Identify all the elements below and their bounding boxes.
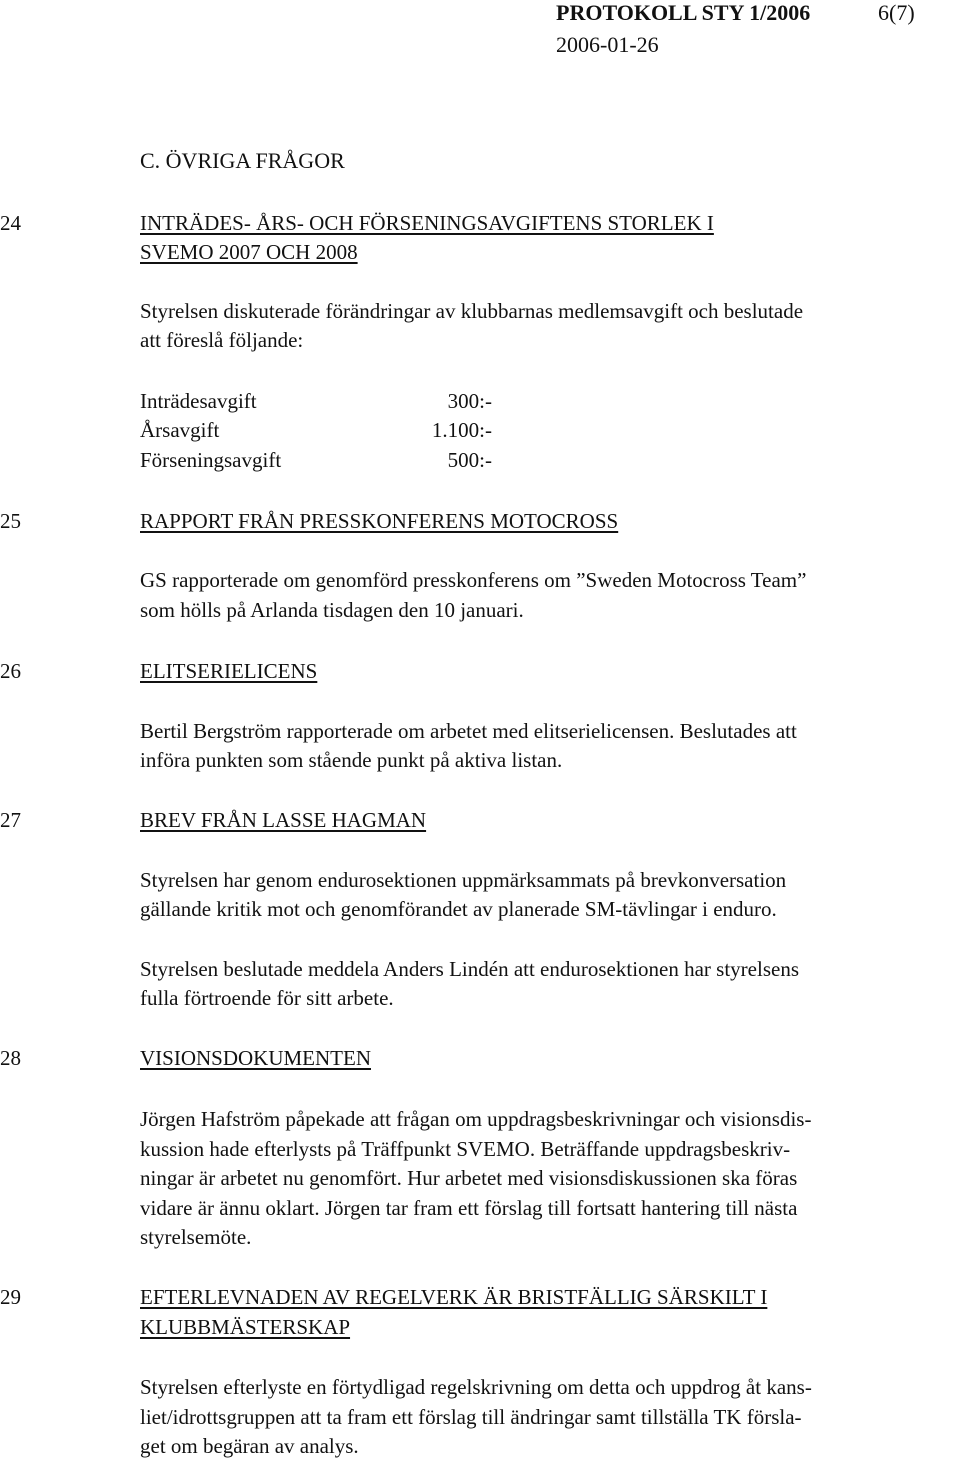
section-title: C. ÖVRIGA FRÅGOR — [140, 148, 345, 173]
paragraph-line: fulla förtroende för sitt arbete. — [140, 986, 394, 1010]
item-number: 29 — [0, 1285, 21, 1309]
item-heading: ELITSERIELICENS — [140, 659, 318, 683]
protocol-date: 2006-01-26 — [556, 32, 659, 57]
item-number: 24 — [0, 211, 21, 235]
paragraph-line: Styrelsen beslutade meddela Anders Lindén att endurosektionen har styrelsens — [140, 957, 799, 981]
paragraph-line: styrelsemöte. — [140, 1225, 252, 1249]
paragraph-line: ningar är arbetet nu genomfört. Hur arbetet med visionsdiskussionen ska föras — [140, 1166, 798, 1190]
fee-value: 500:- — [447, 448, 492, 472]
paragraph-line: liet/idrottsgruppen att ta fram ett förslag till ändringar samt tillställa TK försla- — [140, 1405, 802, 1429]
fee-label: Förseningsavgift — [140, 448, 282, 472]
item-heading: VISIONSDOKUMENTEN — [140, 1046, 371, 1070]
paragraph-line: GS rapporterade om genomförd presskonferens om ”Sweden Motocross Team” — [140, 568, 807, 592]
paragraph-line: Jörgen Hafström påpekade att frågan om uppdragsbeskrivningar och visionsdis- — [140, 1107, 812, 1131]
page-number: 6(7) — [878, 0, 915, 25]
paragraph-line: kussion hade efterlysts på Träffpunkt SVEMO. Beträffande uppdragsbeskriv- — [140, 1137, 791, 1161]
fee-label: Årsavgift — [140, 418, 220, 442]
item-heading: BREV FRÅN LASSE HAGMAN — [140, 808, 427, 832]
fee-value: 1.100:- — [431, 418, 492, 442]
item-heading: RAPPORT FRÅN PRESSKONFERENS MOTOCROSS — [140, 509, 619, 533]
paragraph-line: vidare är ännu oklart. Jörgen tar fram ett förslag till fortsatt hantering till nästa — [140, 1196, 798, 1220]
paragraph-line: Styrelsen har genom endurosektionen uppmärksammats på brevkonversation — [140, 868, 787, 892]
item-number: 27 — [0, 808, 21, 832]
paragraph-line: get om begäran av analys. — [140, 1434, 359, 1458]
paragraph-line: gällande kritik mot och genomförandet av planerade SM-tävlingar i enduro. — [140, 897, 777, 921]
paragraph-line: införa punkten som stående punkt på aktiva listan. — [140, 748, 563, 772]
fee-label: Inträdesavgift — [140, 389, 257, 413]
paragraph-line: som hölls på Arlanda tisdagen den 10 januari. — [140, 598, 524, 622]
item-heading: SVEMO 2007 OCH 2008 — [140, 240, 358, 264]
paragraph-line: Bertil Bergström rapporterade om arbetet med elitserielicensen. Beslutades att — [140, 719, 797, 743]
item-number: 25 — [0, 509, 21, 533]
item-heading: INTRÄDES- ÅRS- OCH FÖRSENINGSAVGIFTENS STORLEK I — [140, 211, 714, 235]
paragraph-line: Styrelsen efterlyste en förtydligad regelskrivning om detta och uppdrog åt kans- — [140, 1375, 812, 1399]
paragraph-line: Styrelsen diskuterade förändringar av klubbarnas medlemsavgift och beslutade — [140, 299, 804, 323]
item-heading: KLUBBMÄSTERSKAP — [140, 1315, 351, 1339]
item-number: 26 — [0, 659, 21, 683]
item-number: 28 — [0, 1046, 21, 1070]
fee-value: 300:- — [447, 389, 492, 413]
protocol-title: PROTOKOLL STY 1/2006 — [556, 0, 811, 25]
paragraph-line: att föreslå följande: — [140, 328, 304, 352]
item-heading: EFTERLEVNADEN AV REGELVERK ÄR BRISTFÄLLIG SÄRSKILT I — [140, 1285, 768, 1309]
